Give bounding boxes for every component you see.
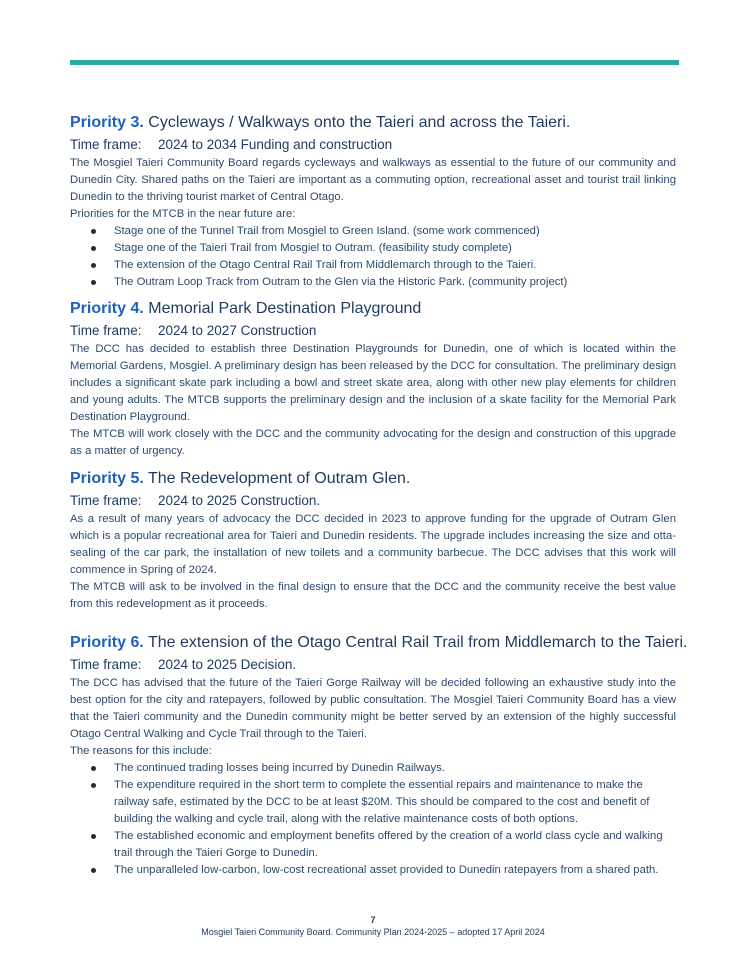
- priority-6-paragraph: The DCC has advised that the future of the Taieri Gorge Railway will be decided following an exhaustive study into the best option for the city and ratepayers, followed by public consultation. The Mosgiel Taieri Community Board has a view that the Taieri community and the Dunedin community might be better served by an extension of the highly successful Otago Central Walking and Cycle Trail through to the Taieri.: [70, 677, 676, 740]
- bullet-icon: [91, 783, 96, 788]
- priority-3-list: [70, 223, 676, 291]
- bullet-icon: [91, 834, 96, 839]
- page-number: 7: [370, 915, 376, 925]
- timeframe-value: 2024 to 2027 Construction: [158, 323, 317, 338]
- timeframe-label: Time frame:: [70, 137, 142, 152]
- priority-4-timeframe: [70, 321, 676, 341]
- list-item: [70, 257, 676, 274]
- priority-title: The extension of the Otago Central Rail Trail from Middlemarch to the Taieri.: [147, 634, 688, 651]
- priority-5-paragraph-2: The MTCB will ask to be involved in the final design to ensure that the DCC and the community receive the best value from this redevelopment as it proceeds.: [70, 581, 676, 610]
- list-item-text: Stage one of the Tunnel Trail from Mosgiel to Green Island. (some work commenced): [114, 225, 540, 237]
- list-item: [70, 777, 676, 828]
- bullet-icon: [91, 868, 96, 873]
- list-item: [70, 240, 676, 257]
- bullet-icon: [91, 280, 96, 285]
- bullet-icon: [91, 766, 96, 771]
- list-item-text: The established economic and employment benefits offered by the creation of a world class cycle and walking trail through the Taieri Gorge to Dunedin.: [114, 830, 663, 859]
- priority-number: Priority 5.: [70, 470, 144, 487]
- priority-4-section: [70, 298, 676, 460]
- bullet-icon: [91, 229, 96, 234]
- timeframe-label: Time frame:: [70, 493, 142, 508]
- priority-5-heading: [70, 468, 676, 490]
- priority-number: Priority 4.: [70, 300, 144, 317]
- priority-3-timeframe: [70, 135, 676, 155]
- priority-6-list-intro: The reasons for this include:: [70, 745, 212, 757]
- list-item: [70, 223, 676, 240]
- list-item-text: Stage one of the Taieri Trail from Mosgiel to Outram. (feasibility study complete): [114, 242, 512, 254]
- priority-4-heading: [70, 298, 676, 320]
- priority-title: The Redevelopment of Outram Glen.: [147, 470, 411, 487]
- priority-3-section: [70, 112, 676, 291]
- list-item-text: The unparalleled low-carbon, low-cost recreational asset provided to Dunedin ratepayers from a shared path.: [114, 864, 659, 876]
- bullet-icon: [91, 263, 96, 268]
- bullet-icon: [91, 246, 96, 251]
- document-body: [70, 112, 688, 879]
- timeframe-value: 2024 to 2025 Construction.: [158, 493, 321, 508]
- timeframe-label: Time frame:: [70, 657, 142, 672]
- priority-3-paragraph: The Mosgiel Taieri Community Board regards cycleways and walkways as essential to the future of our community and Dunedin City. Shared paths on the Taieri are important as a commuting option, recreational asset and tourist trail linking Dunedin to the thriving tourist market of Central Otago.: [70, 157, 676, 203]
- timeframe-value: 2024 to 2034 Funding and construction: [158, 137, 393, 152]
- priority-6-heading: [70, 632, 688, 654]
- list-item-text: The continued trading losses being incurred by Dunedin Railways.: [114, 762, 445, 774]
- list-item-text: The extension of the Otago Central Rail Trail from Middlemarch through to the Taieri.: [114, 259, 537, 271]
- priority-4-paragraph-2: The MTCB will work closely with the DCC and the community advocating for the design and construction of this upgrade as a matter of urgency.: [70, 428, 676, 457]
- timeframe-value: 2024 to 2025 Decision.: [158, 657, 297, 672]
- list-item: [70, 862, 676, 879]
- priority-4-paragraph: The DCC has decided to establish three Destination Playgrounds for Dunedin, one of which is located within the Memorial Gardens, Mosgiel. A preliminary design has been released by the DCC for consultation. The preliminary design includes a significant skate park including a bowl and street skate area, along with other new play elements for children and young adults. The MTCB supports the preliminary design and the inclusion of a skate facility for the Memorial Park Destination Playground.: [70, 343, 676, 423]
- priority-title: Memorial Park Destination Playground: [148, 300, 422, 317]
- priority-5-section: [70, 468, 676, 613]
- list-item: [70, 828, 676, 862]
- priority-3-heading: [70, 112, 676, 134]
- list-item-text: The Outram Loop Track from Outram to the Glen via the Historic Park. (community project): [114, 276, 568, 288]
- timeframe-label: Time frame:: [70, 323, 142, 338]
- priority-number: Priority 6.: [70, 634, 144, 651]
- footer-text: Mosgiel Taieri Community Board. Community Plan 2024-2025 – adopted 17 April 2024: [201, 927, 545, 937]
- priority-6-section: [70, 632, 688, 879]
- priority-3-list-intro: Priorities for the MTCB in the near future are:: [70, 208, 296, 220]
- priority-5-paragraph: As a result of many years of advocacy the DCC decided in 2023 to approve funding for the upgrade of Outram Glen which is a popular recreational area for Taieri and Dunedin residents. The upgrade includes increasing the size and otta-sealing of the car park, the installation of new toilets and a community barbecue. The DCC advises that this work will commence in Spring of 2024.: [70, 513, 676, 576]
- priority-6-timeframe: [70, 655, 676, 675]
- page-footer: [0, 914, 746, 938]
- priority-title: Cycleways / Walkways onto the Taieri and across the Taieri.: [148, 114, 571, 131]
- list-item: [70, 760, 676, 777]
- priority-5-timeframe: [70, 491, 676, 511]
- list-item: [70, 274, 676, 291]
- header-accent-bar: [70, 60, 679, 65]
- list-item-text: The expenditure required in the short term to complete the essential repairs and maintenance to make the railway safe, estimated by the DCC to be at least $20M. This should be compared to the cost and benefit of building the walking and cycle trail, along with the relative maintenance costs of both options.: [114, 779, 650, 825]
- priority-number: Priority 3.: [70, 114, 144, 131]
- priority-6-list: [70, 760, 676, 879]
